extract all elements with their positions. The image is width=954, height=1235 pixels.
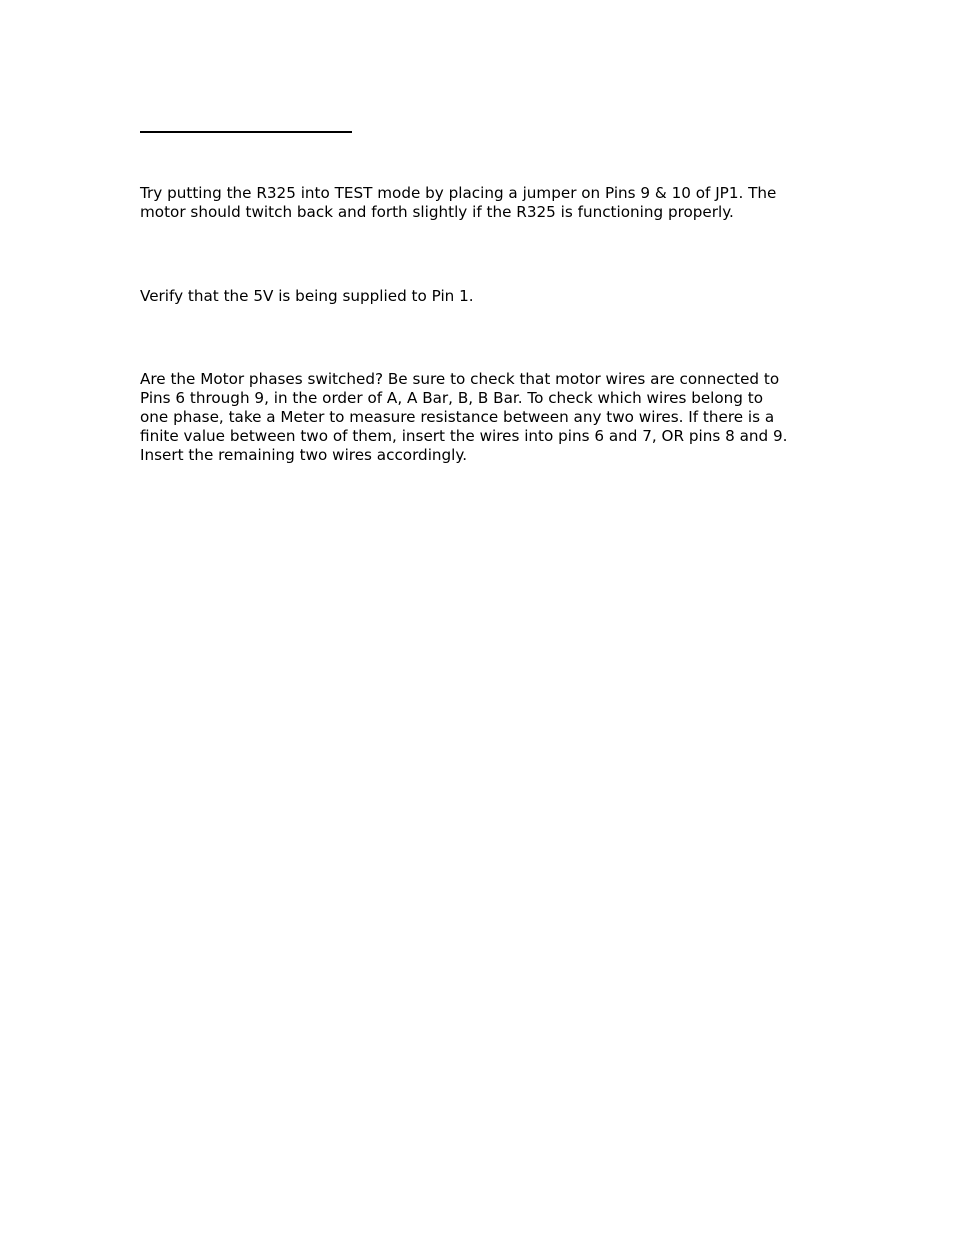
paragraph-line: finite value between two of them, insert the wires into pins 6 and 7, OR pins 8 and 9. — [140, 427, 788, 445]
paragraph-line: Try putting the R325 into TEST mode by placing a jumper on Pins 9 & 10 of JP1. The — [140, 184, 777, 202]
paragraph-line: Verify that the 5V is being supplied to Pin 1. — [140, 287, 474, 305]
paragraph-test-mode — [140, 184, 830, 222]
paragraph-line: motor should twitch back and forth slightly if the R325 is functioning properly. — [140, 203, 734, 221]
heading-rule — [140, 131, 352, 133]
paragraph-motor-phases — [140, 370, 830, 465]
paragraph-line: one phase, take a Meter to measure resistance between any two wires. If there is a — [140, 408, 775, 426]
paragraph-verify-5v — [140, 287, 830, 306]
paragraph-line: Pins 6 through 9, in the order of A, A Bar, B, B Bar. To check which wires belong to — [140, 389, 764, 407]
paragraph-line: Insert the remaining two wires accordingly. — [140, 446, 468, 464]
paragraph-line: Are the Motor phases switched? Be sure to check that motor wires are connected to — [140, 370, 780, 388]
